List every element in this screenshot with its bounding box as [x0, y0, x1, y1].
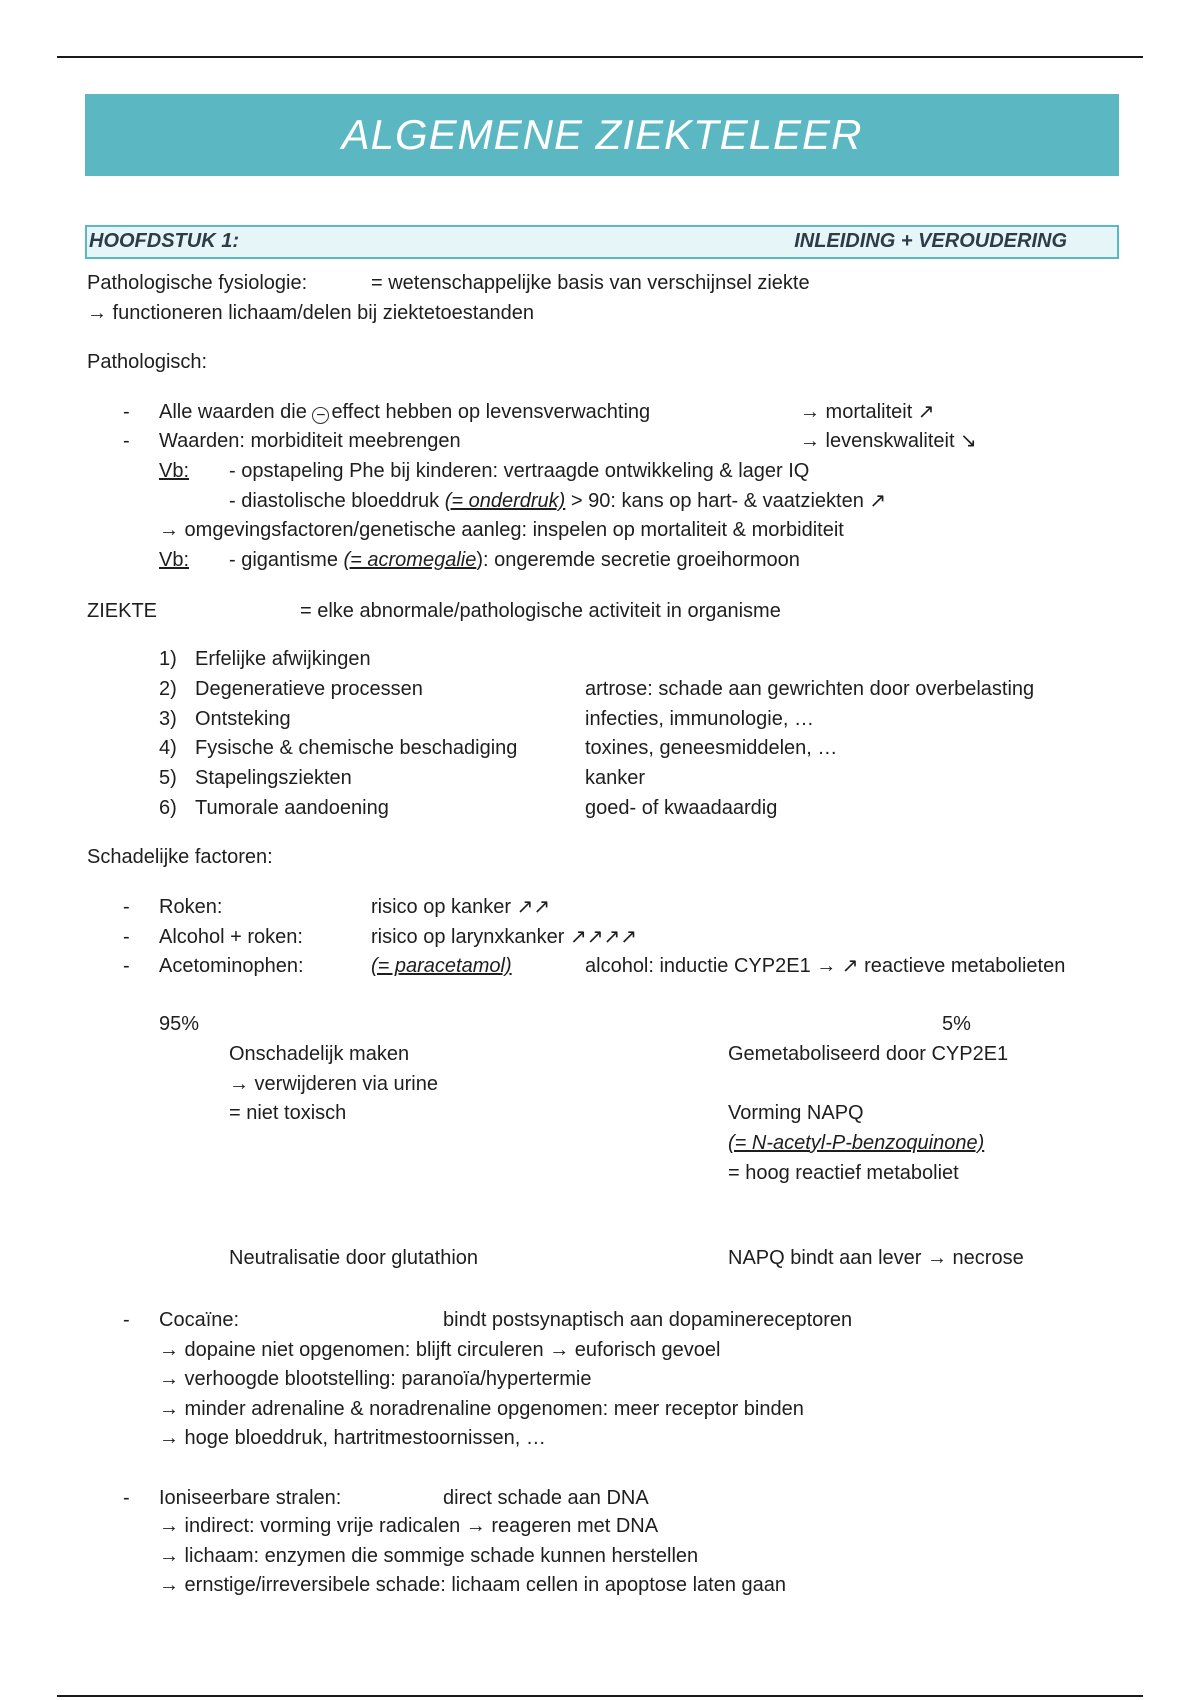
vb-line-2-u: (= onderdruk)	[444, 490, 566, 512]
vb-line-2	[229, 489, 886, 513]
bullet-alcohol: -	[123, 926, 130, 948]
cocaine-line-4: → hoge bloeddruk, hartritmestoornissen, …	[159, 1427, 546, 1449]
roken-risk: risico op kanker ↗↗	[371, 896, 551, 918]
pathologisch-label: Pathologisch:	[87, 351, 208, 373]
bullet-2-text: Waarden: morbiditeit meebrengen	[159, 430, 461, 452]
bullet-1-text	[159, 400, 650, 424]
bullet-1: -	[123, 401, 130, 423]
right-pct: 5%	[942, 1013, 971, 1035]
bullet-cocaine: -	[123, 1309, 130, 1331]
bullet-2-right: → levenskwaliteit ↘	[800, 430, 977, 452]
ziekte-num-6: 6)	[159, 797, 177, 819]
bullet-1-right: → mortaliteit ↗	[800, 401, 935, 423]
left-l2: → verwijderen via urine	[229, 1073, 438, 1095]
bullet-2: -	[123, 430, 130, 452]
patho-fys-label: Pathologische fysiologie:	[87, 272, 308, 294]
bullet-straling: -	[123, 1487, 130, 1509]
left-l1: Onschadelijk maken	[229, 1043, 410, 1065]
title-banner	[85, 94, 1119, 176]
vb-line-3	[229, 548, 800, 572]
chapter-header	[85, 225, 1119, 259]
vb-line-3-u: (= acromegalie	[343, 549, 477, 571]
ziekte-desc-6: goed- of kwaadaardig	[585, 797, 778, 819]
ziekte-num-5: 5)	[159, 767, 177, 789]
aceto-label: Acetominophen:	[159, 955, 304, 977]
vb-label-1: Vb:	[159, 460, 190, 482]
ziekte-name-2: Degeneratieve processen	[195, 678, 423, 700]
arrow-line: → omgevingsfactoren/genetische aanleg: inspelen op mortaliteit & morbiditeit	[159, 519, 844, 541]
left-l3: = niet toxisch	[229, 1102, 347, 1124]
ziekte-name-3: Ontsteking	[195, 708, 291, 730]
ziekte-num-2: 2)	[159, 678, 177, 700]
straling-line-2: → lichaam: enzymen die sommige schade kunnen herstellen	[159, 1545, 699, 1567]
right-l5: NAPQ bindt aan lever → necrose	[728, 1247, 1024, 1269]
bullet-roken: -	[123, 896, 130, 918]
ziekte-desc-3: infecties, immunologie, …	[585, 708, 814, 730]
patho-fys-def: = wetenschappelijke basis van verschijnsel ziekte	[371, 272, 810, 294]
vb-line-1: - opstapeling Phe bij kinderen: vertraagde ontwikkeling & lager IQ	[229, 460, 810, 482]
ziekte-label: ZIEKTE	[87, 600, 158, 622]
cocaine-line-1: → dopaine niet opgenomen: blijft circuleren → euforisch gevoel	[159, 1339, 721, 1361]
ziekte-name-5: Stapelingsziekten	[195, 767, 352, 789]
roken-label: Roken:	[159, 896, 223, 918]
chapter-number: HOOFDSTUK 1:	[89, 230, 239, 252]
cocaine-line-3: → minder adrenaline & noradrenaline opgenomen: meer receptor binden	[159, 1398, 804, 1420]
right-l3: (= N-acetyl-P-benzoquinone)	[728, 1132, 985, 1154]
ziekte-name-6: Tumorale aandoening	[195, 797, 389, 819]
ziekte-desc-4: toxines, geneesmiddelen, …	[585, 737, 838, 759]
ziekte-def: = elke abnormale/pathologische activiteit in organisme	[300, 600, 781, 622]
vb-line-3-b: ): ongeremde secretie groeihormoon	[476, 549, 800, 571]
patho-fys-line2: → functioneren lichaam/delen bij ziektetoestanden	[87, 302, 534, 324]
cocaine-right: bindt postsynaptisch aan dopaminereceptoren	[443, 1309, 853, 1331]
chapter-title: INLEIDING + VEROUDERING	[794, 230, 1067, 252]
alcohol-label: Alcohol + roken:	[159, 926, 303, 948]
vb-line-2-b: > 90: kans op hart- & vaatziekten ↗	[565, 490, 887, 512]
ziekte-num-3: 3)	[159, 708, 177, 730]
ziekte-num-4: 4)	[159, 737, 177, 759]
right-l4: = hoog reactief metaboliet	[728, 1162, 959, 1184]
ziekte-desc-2: artrose: schade aan gewrichten door overbelasting	[585, 678, 1035, 700]
bullet-1-a: Alle waarden die	[159, 401, 307, 423]
right-l1: Gemetaboliseerd door CYP2E1	[728, 1043, 1009, 1065]
cocaine-label: Cocaïne:	[159, 1309, 240, 1331]
ziekte-desc-5: kanker	[585, 767, 646, 789]
minus-circle-icon: −	[312, 407, 329, 424]
alcohol-risk: risico op larynxkanker ↗↗↗↗	[371, 926, 637, 948]
bullet-aceto: -	[123, 955, 130, 977]
left-pct: 95%	[159, 1013, 200, 1035]
ziekte-num-1: 1)	[159, 648, 177, 670]
schadelijk-label: Schadelijke factoren:	[87, 846, 273, 868]
straling-line-1: → indirect: vorming vrije radicalen → reageren met DNA	[159, 1515, 659, 1537]
bottom-rule	[57, 1695, 1143, 1697]
aceto-alias: (= paracetamol)	[371, 955, 512, 977]
ziekte-name-4: Fysische & chemische beschadiging	[195, 737, 518, 759]
top-rule	[57, 56, 1143, 58]
vb-line-3-a: - gigantisme	[229, 549, 344, 571]
straling-right: direct schade aan DNA	[443, 1487, 649, 1509]
vb-line-2-a: - diastolische bloeddruk	[229, 490, 445, 512]
ziekte-name-1: Erfelijke afwijkingen	[195, 648, 371, 670]
straling-label: Ioniseerbare stralen:	[159, 1487, 342, 1509]
bullet-1-b: effect hebben op levensverwachting	[331, 401, 651, 423]
left-l4: Neutralisatie door glutathion	[229, 1247, 479, 1269]
vb-label-2: Vb:	[159, 549, 190, 571]
page-title: ALGEMENE ZIEKTELEER	[341, 111, 863, 158]
straling-line-3: → ernstige/irreversibele schade: lichaam cellen in apoptose laten gaan	[159, 1574, 787, 1596]
aceto-right: alcohol: inductie CYP2E1 → ↗ reactieve metabolieten	[585, 955, 1066, 977]
cocaine-line-2: → verhoogde blootstelling: paranoïa/hypertermie	[159, 1368, 592, 1390]
right-l2: Vorming NAPQ	[728, 1102, 864, 1124]
